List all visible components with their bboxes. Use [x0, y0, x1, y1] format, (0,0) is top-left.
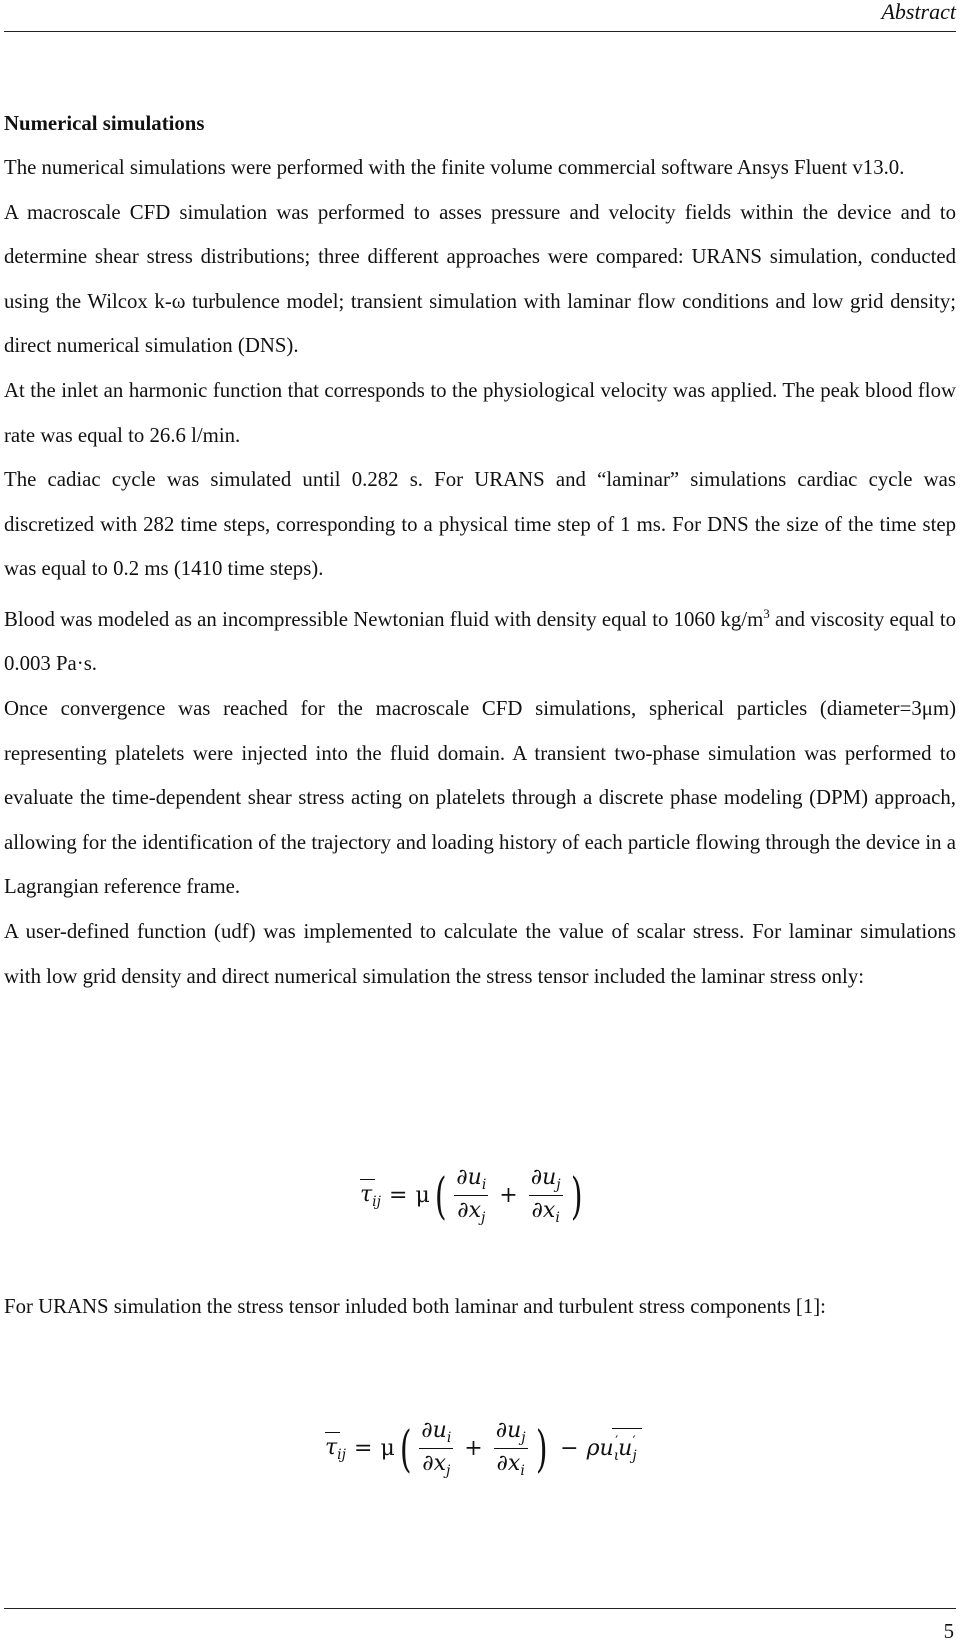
eq1-tau-sub: ij: [372, 1193, 381, 1210]
eq2-f2-den: ∂x: [496, 1451, 521, 1476]
eq2-plus: +: [464, 1436, 483, 1461]
eq2-mu: μ: [380, 1436, 395, 1461]
paragraph-inlet: At the inlet an harmonic function that corresponds to the physiological velocity was applied. The peak blood flow rate was equal to 26.6 l/min.: [4, 378, 956, 447]
eq2-u-prime-j-sub: j: [632, 1447, 637, 1464]
eq1-f2-den-sub: i: [555, 1210, 560, 1226]
eq2-u-prime-i-sub: ι: [613, 1447, 620, 1464]
eq1-f1-den: ∂x: [457, 1198, 481, 1223]
paragraph-cardiac-cycle: The cadiac cycle was simulated until 0.282 s. For URANS and “laminar” simulations cardiac cycle was discretized with 282 time steps, corresponding to a physical time step of 1 ms. For DNS the size of the time step was equal to 0.2 ms (1410 time steps).: [4, 468, 956, 581]
eq1-equals: =: [389, 1183, 408, 1208]
eq2-rho: ρ: [586, 1436, 600, 1461]
eq2-fraction-2: [493, 1418, 529, 1479]
blood-model-text-end: and viscosity equal to 0.003 Pa·s.: [4, 607, 956, 676]
page-number: 5: [943, 1620, 954, 1643]
eq2-u-prime-i-prime: ′: [615, 1433, 619, 1449]
eq1-left-paren: (: [434, 1166, 447, 1225]
footer-rule: [4, 1608, 956, 1609]
section-heading: Numerical simulations: [4, 112, 205, 135]
eq2-f2-den-sub: i: [520, 1463, 525, 1479]
eq1-plus: +: [499, 1183, 518, 1208]
eq2-tau-sub: ij: [337, 1446, 346, 1463]
eq2-f2-num-sub: j: [521, 1430, 526, 1446]
eq2-equals: =: [354, 1436, 373, 1461]
header-rule: [4, 31, 956, 32]
eq1-fraction-1: [453, 1165, 489, 1226]
eq2-fraction-1: [418, 1418, 454, 1479]
eq2-lhs: [325, 1435, 346, 1463]
eq2-right-paren: ): [535, 1419, 548, 1478]
eq1-f1-den-sub: j: [481, 1210, 486, 1226]
blood-model-text: Blood was modeled as an incompressible Newtonian fluid with density equal to 1060 kg/m: [4, 607, 764, 631]
eq2-reynolds-term: [600, 1434, 636, 1464]
paragraph-urans-stress: For URANS simulation the stress tensor inluded both laminar and turbulent stress components [1]:: [4, 1295, 826, 1318]
eq1-f2-num: ∂u: [530, 1165, 557, 1190]
paragraph-macroscale-cfd: A macroscale CFD simulation was performed to asses pressure and velocity fields within the device and to determine shear stress distributions; three different approaches were compared: URANS simulation, conducted using the Wilcox k-ω turbulence model; transient simulation with laminar flow conditions and low grid density; direct numerical simulation (DNS).: [4, 200, 956, 358]
eq2-minus: −: [560, 1436, 579, 1461]
eq2-f1-den: ∂x: [422, 1451, 446, 1476]
paragraph-udf: A user-defined function (udf) was implemented to calculate the value of scalar stress. For laminar simulations with low grid density and direct numerical simulation the stress tensor included the laminar stress only:: [4, 920, 956, 988]
eq2-left-paren: (: [399, 1419, 412, 1478]
eq2-f1-num-sub: i: [446, 1430, 452, 1446]
eq1-right-paren: ): [570, 1166, 583, 1225]
paragraph-blood-model: [4, 592, 956, 687]
cubic-superscript: 3: [763, 605, 770, 621]
eq1-f1-num: ∂u: [456, 1165, 482, 1190]
paragraph-particles: Once convergence was reached for the macroscale CFD simulations, spherical particles (diameter=3μm) representing platelets were injected into the fluid domain. A transient two-phase simulation was performed to evaluate the time-dependent shear stress acting on platelets through a discrete phase modeling (DPM) approach, allowing for the identification of the trajectory and loading history of each particle flowing through the device in a Lagrangian reference frame.: [4, 697, 956, 899]
document-body: [4, 96, 956, 999]
eq1-f1-num-sub: i: [481, 1177, 487, 1193]
eq2-u-prime-j: u: [618, 1435, 633, 1461]
eq1-f2-den: ∂x: [531, 1198, 556, 1223]
eq1-fraction-2: [528, 1165, 564, 1226]
eq1-lhs: [360, 1182, 381, 1210]
eq2-f2-num: ∂u: [495, 1418, 522, 1443]
eq2-u-prime-i: u: [599, 1435, 614, 1461]
eq2-u-prime-j-prime: ′: [632, 1433, 636, 1449]
eq1-f2-num-sub: j: [556, 1177, 561, 1193]
eq2-f1-num: ∂u: [421, 1418, 447, 1443]
eq2-f1-den-sub: j: [446, 1463, 451, 1479]
paragraph-software: The numerical simulations were performed with the finite volume commercial software Ansys Fluent v13.0.: [4, 156, 905, 179]
eq2-tau: τ: [325, 1434, 338, 1460]
running-head: Abstract: [881, 0, 956, 24]
eq1-tau: τ: [360, 1181, 373, 1207]
eq1-mu: μ: [415, 1183, 430, 1208]
